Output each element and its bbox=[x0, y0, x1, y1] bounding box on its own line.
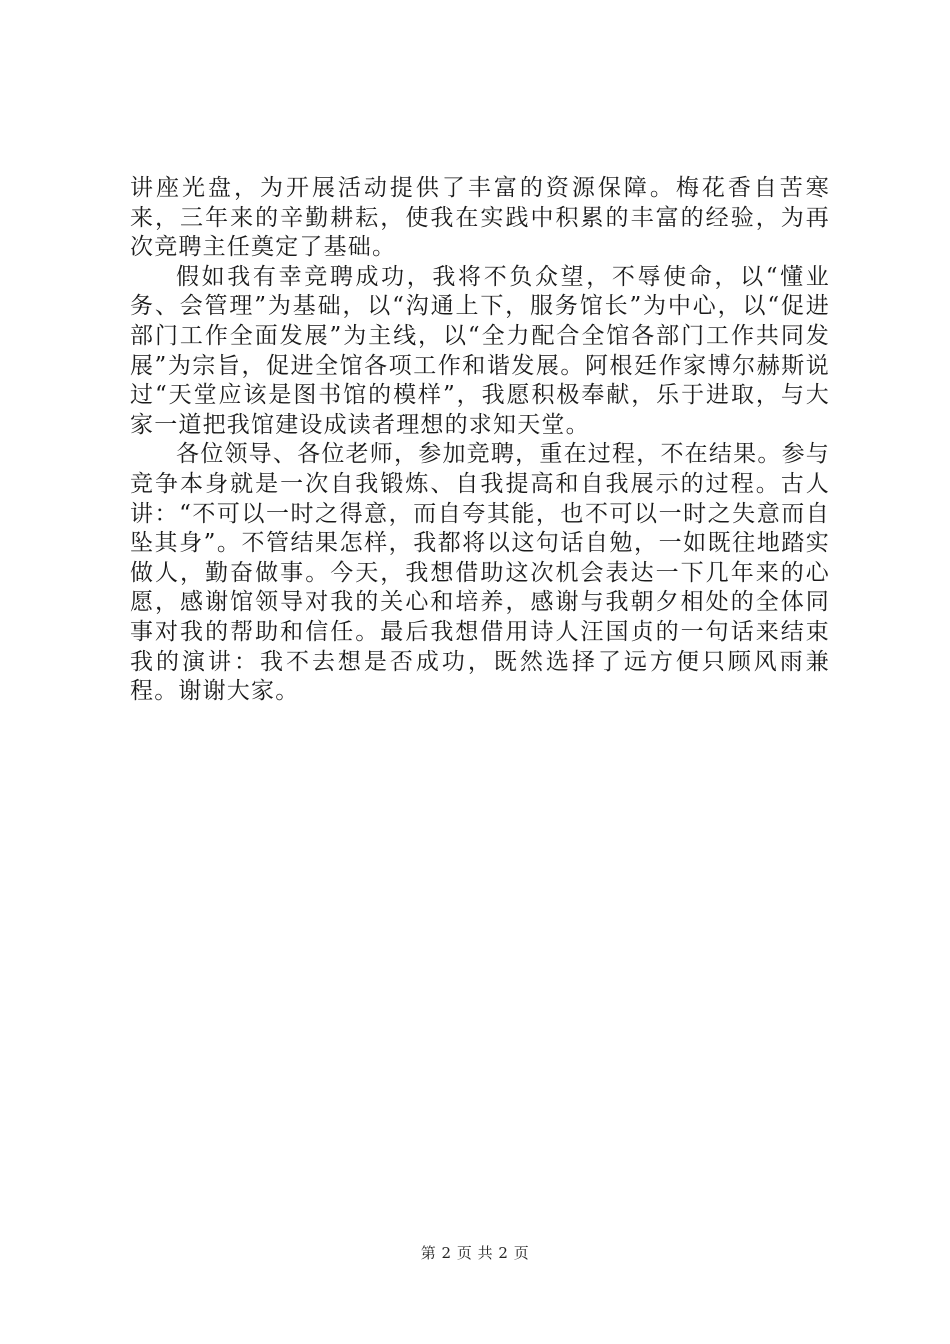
document-body bbox=[130, 174, 830, 707]
page-number-footer: 第 2 页 共 2 页 bbox=[420, 1244, 530, 1262]
paragraph-closing: 各位领导、各位老师，参加竞聘，重在过程，不在结果。参与竞争本身就是一次自我锻炼、自我提高和自我展示的过程。古人讲：“不可以一时之得意，而自夸其能，也不可以一时之失意而自坠其身”。不管结果怎样，我都将以这句话自勉，一如既往地踏实做人，勤奋做事。今天，我想借助这次机会表达一下几年来的心愿，感谢馆领导对我的关心和培养，感谢与我朝夕相处的全体同事对我的帮助和信任。最后我想借用诗人汪国贞的一句话来结束我的演讲：我不去想是否成功，既然选择了远方便只顾风雨兼程。谢谢大家。 bbox=[130, 441, 830, 705]
paragraph-continued: 讲座光盘，为开展活动提供了丰富的资源保障。梅花香自苦寒来，三年来的辛勤耕耘，使我在实践中积累的丰富的经验，为再次竞聘主任奠定了基础。 bbox=[130, 175, 830, 261]
paragraph-commitment: 假如我有幸竞聘成功，我将不负众望，不辱使命，以“懂业务、会管理”为基础，以“沟通上下，服务馆长”为中心，以“促进部门工作全面发展”为主线，以“全力配合全馆各部门工作共同发展”为宗旨，促进全馆各项工作和谐发展。阿根廷作家博尔赫斯说过“天堂应该是图书馆的模样”，我愿积极奉献，乐于进取，与大家一道把我馆建设成读者理想的求知天堂。 bbox=[130, 263, 830, 438]
